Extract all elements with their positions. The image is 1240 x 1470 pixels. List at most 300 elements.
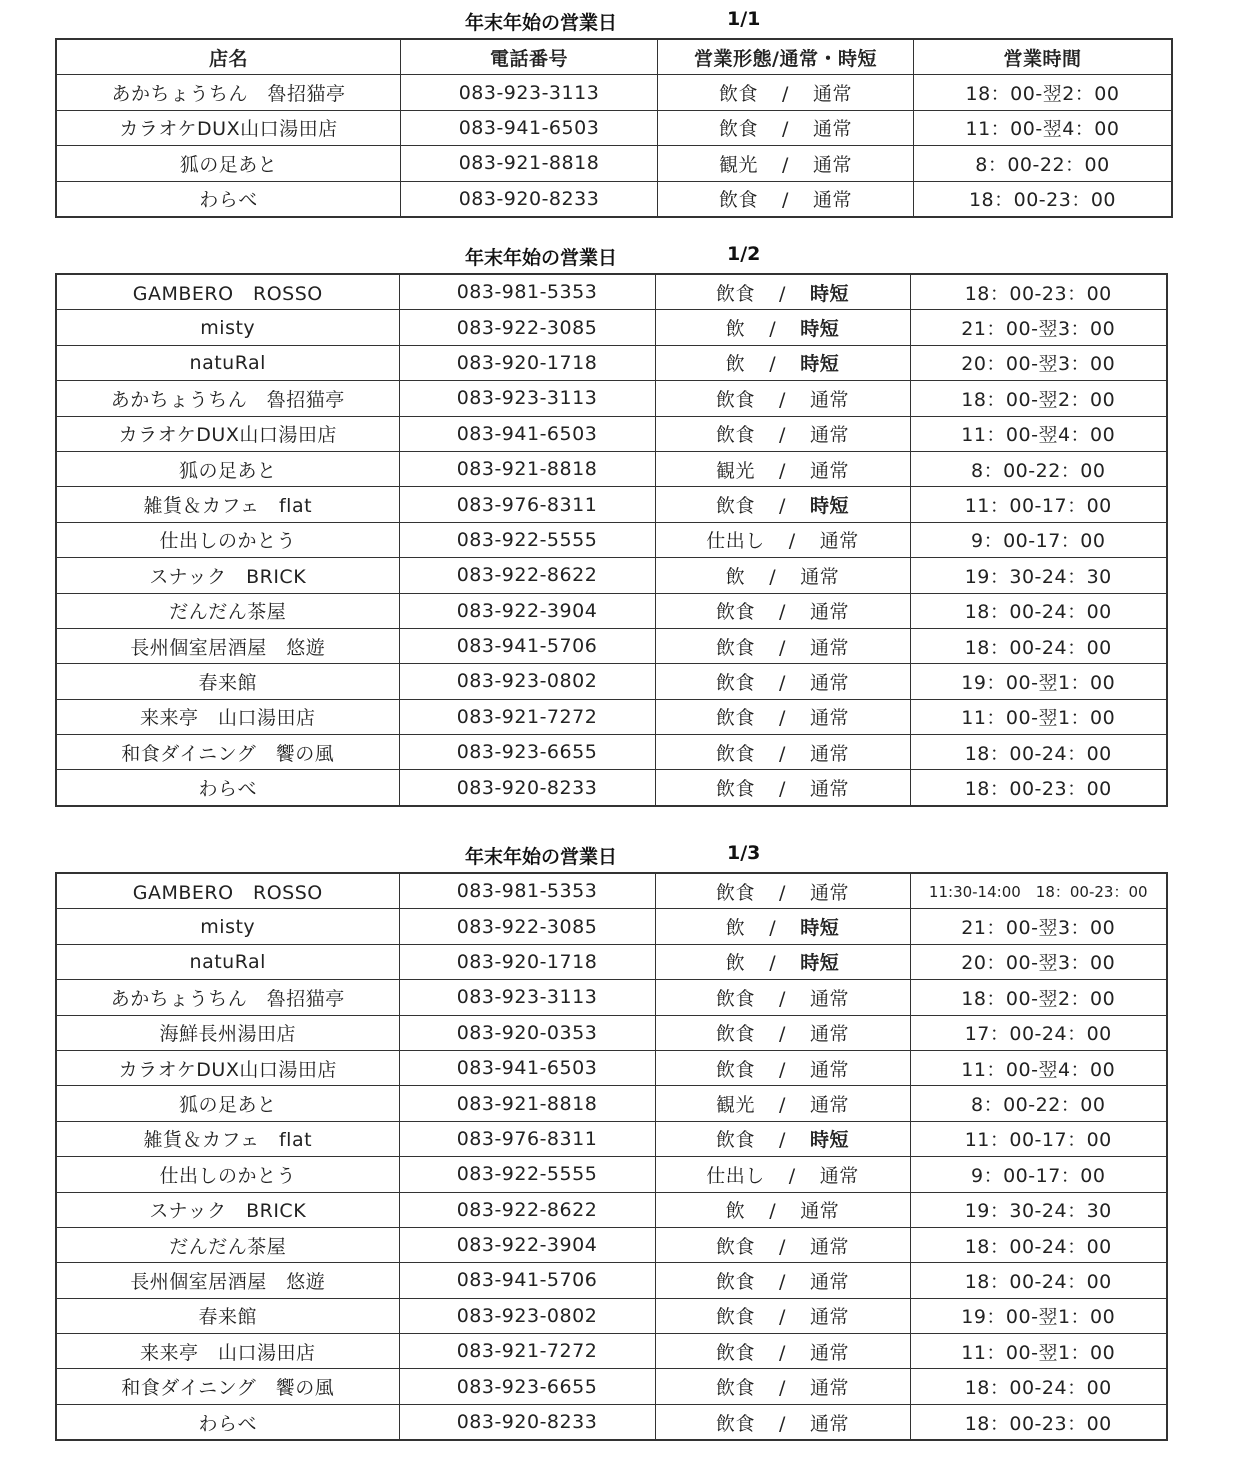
store-name-cell: 海鮮長州湯田店 bbox=[56, 1015, 399, 1050]
business-type-cell bbox=[655, 1050, 910, 1085]
business-type: 飲 bbox=[725, 917, 746, 940]
section-heading bbox=[55, 2, 1168, 38]
store-name-cell: 来来亭 山口湯田店 bbox=[56, 699, 399, 734]
business-type-group bbox=[716, 1302, 849, 1329]
store-name-cell: 和食ダイニング 饗の風 bbox=[56, 735, 399, 770]
business-type-cell bbox=[658, 75, 914, 110]
section-title: 年末年始の営業日 bbox=[465, 846, 618, 868]
business-type-cell bbox=[655, 770, 910, 806]
business-type: 飲食 bbox=[719, 118, 759, 141]
table-row bbox=[56, 1227, 1167, 1262]
store-name-cell: 春来館 bbox=[56, 1298, 399, 1333]
business-type-group bbox=[716, 668, 849, 695]
business-type: 飲食 bbox=[716, 1412, 756, 1435]
store-name-cell: わらべ bbox=[56, 1404, 399, 1440]
hours-cell: 19：00-翌1：00 bbox=[910, 664, 1167, 699]
business-type-group bbox=[716, 385, 849, 412]
phone-cell: 083-921-7272 bbox=[399, 1334, 655, 1369]
hours-cell: 11：00-翌4：00 bbox=[910, 1050, 1167, 1085]
slash-separator: / bbox=[779, 987, 786, 1010]
business-type: 飲食 bbox=[716, 601, 756, 624]
table-row bbox=[56, 310, 1167, 345]
operation-mode: 時短 bbox=[800, 952, 840, 975]
operation-mode: 通常 bbox=[809, 1306, 849, 1329]
operation-mode: 通常 bbox=[819, 530, 859, 553]
store-name-cell: 長州個室居酒屋 悠遊 bbox=[56, 1263, 399, 1298]
business-type-group bbox=[716, 703, 849, 730]
operation-mode: 通常 bbox=[809, 987, 849, 1010]
business-type-group bbox=[719, 114, 852, 141]
business-type: 観光 bbox=[719, 153, 759, 176]
store-name-cell: あかちょうちん 魯招猫亭 bbox=[56, 381, 399, 416]
table-row bbox=[56, 1404, 1167, 1440]
business-type-group bbox=[719, 185, 852, 212]
operation-mode: 通常 bbox=[812, 83, 852, 106]
operation-mode: 通常 bbox=[800, 1200, 840, 1223]
slash-separator: / bbox=[779, 459, 786, 482]
business-type-group bbox=[716, 1373, 849, 1400]
table-body bbox=[56, 274, 1167, 806]
table-row bbox=[56, 451, 1167, 486]
phone-cell: 083-921-7272 bbox=[399, 699, 655, 734]
business-type-group bbox=[716, 279, 849, 306]
hours-cell: 18：00-23：00 bbox=[914, 181, 1173, 217]
business-type-cell bbox=[655, 1015, 910, 1050]
business-type: 飲食 bbox=[716, 742, 756, 765]
operation-mode: 通常 bbox=[809, 1023, 849, 1046]
store-name-cell: 狐の足あと bbox=[56, 451, 399, 486]
header-name: 店名 bbox=[56, 39, 401, 75]
operation-mode: 通常 bbox=[809, 636, 849, 659]
store-name-cell: 狐の足あと bbox=[56, 1086, 399, 1121]
business-type-cell bbox=[658, 181, 914, 217]
slash-separator: / bbox=[782, 118, 789, 141]
table-row bbox=[56, 1157, 1167, 1192]
operation-mode: 通常 bbox=[819, 1164, 859, 1187]
operation-mode: 時短 bbox=[809, 282, 849, 305]
section-heading bbox=[55, 836, 1168, 872]
table-header-row bbox=[56, 39, 1172, 75]
slash-separator: / bbox=[782, 83, 789, 106]
store-name-cell: 仕出しのかとう bbox=[56, 1157, 399, 1192]
operation-mode: 通常 bbox=[809, 1058, 849, 1081]
hours-cell: 18：00-翌2：00 bbox=[910, 980, 1167, 1015]
phone-cell: 083-923-3113 bbox=[401, 75, 658, 110]
hours-cell: 8：00-22：00 bbox=[910, 1086, 1167, 1121]
phone-cell: 083-920-8233 bbox=[401, 181, 658, 217]
hours-cell: 11：00-翌4：00 bbox=[914, 110, 1173, 145]
hours-cell: 18：00-24：00 bbox=[910, 1263, 1167, 1298]
hours-cell: 18：00-24：00 bbox=[910, 593, 1167, 628]
business-type-cell bbox=[655, 980, 910, 1015]
phone-cell: 083-922-8622 bbox=[399, 558, 655, 593]
slash-separator: / bbox=[779, 282, 786, 305]
store-name-cell: 雑貨＆カフェ flat bbox=[56, 1121, 399, 1156]
business-type-cell bbox=[655, 1121, 910, 1156]
phone-cell: 083-976-8311 bbox=[399, 487, 655, 522]
table-row bbox=[56, 1263, 1167, 1298]
operation-mode: 時短 bbox=[809, 1129, 849, 1152]
table-row bbox=[56, 944, 1167, 979]
section-jan-2 bbox=[55, 237, 1168, 807]
store-name-cell: あかちょうちん 魯招猫亭 bbox=[56, 75, 401, 110]
operation-mode: 通常 bbox=[809, 671, 849, 694]
slash-separator: / bbox=[779, 1094, 786, 1117]
business-type-cell bbox=[655, 345, 910, 380]
business-type: 飲食 bbox=[716, 636, 756, 659]
business-type-group bbox=[716, 597, 849, 624]
phone-cell: 083-920-1718 bbox=[399, 944, 655, 979]
business-type-cell bbox=[655, 628, 910, 663]
business-type-group bbox=[706, 1161, 858, 1188]
business-type-group bbox=[719, 150, 852, 177]
phone-cell: 083-941-5706 bbox=[399, 1263, 655, 1298]
slash-separator: / bbox=[769, 318, 777, 341]
store-name-cell: 仕出しのかとう bbox=[56, 522, 399, 557]
slash-separator: / bbox=[779, 601, 786, 624]
operation-mode: 通常 bbox=[809, 742, 849, 765]
business-type-group bbox=[716, 1019, 849, 1046]
business-type-cell bbox=[655, 1157, 910, 1192]
hours-cell: 21：00-翌3：00 bbox=[910, 909, 1167, 944]
phone-cell: 083-941-5706 bbox=[399, 628, 655, 663]
hours-cell: 18：00-24：00 bbox=[910, 1227, 1167, 1262]
business-type: 飲食 bbox=[716, 1129, 756, 1152]
business-type-cell bbox=[655, 1334, 910, 1369]
slash-separator: / bbox=[779, 1377, 786, 1400]
table-row bbox=[56, 873, 1167, 909]
schedule-table bbox=[55, 38, 1173, 218]
business-type: 飲食 bbox=[716, 495, 756, 518]
slash-separator: / bbox=[779, 388, 786, 411]
phone-cell: 083-922-3904 bbox=[399, 593, 655, 628]
phone-cell: 083-981-5353 bbox=[399, 274, 655, 310]
phone-cell: 083-921-8818 bbox=[401, 146, 658, 181]
business-type-cell bbox=[655, 1263, 910, 1298]
hours-cell: 19：30-24：30 bbox=[910, 558, 1167, 593]
operation-mode: 通常 bbox=[809, 601, 849, 624]
hours-cell: 20：00-翌3：00 bbox=[910, 345, 1167, 380]
hours-cell: 18：00-24：00 bbox=[910, 628, 1167, 663]
store-name-cell: だんだん茶屋 bbox=[56, 1227, 399, 1262]
table-row bbox=[56, 345, 1167, 380]
business-type: 飲食 bbox=[716, 881, 756, 904]
table-row bbox=[56, 1050, 1167, 1085]
operation-mode: 通常 bbox=[800, 565, 840, 588]
slash-separator: / bbox=[769, 565, 777, 588]
section-title: 年末年始の営業日 bbox=[465, 12, 618, 34]
phone-cell: 083-923-6655 bbox=[399, 735, 655, 770]
store-name-cell: スナック BRICK bbox=[56, 1192, 399, 1227]
phone-cell: 083-921-8818 bbox=[399, 451, 655, 486]
section-title: 年末年始の営業日 bbox=[465, 247, 618, 269]
phone-cell: 083-923-3113 bbox=[399, 980, 655, 1015]
operation-mode: 通常 bbox=[812, 189, 852, 212]
store-name-cell: カラオケDUX山口湯田店 bbox=[56, 416, 399, 451]
operation-mode: 時短 bbox=[809, 495, 849, 518]
business-type-group bbox=[706, 526, 858, 553]
business-type-group bbox=[716, 633, 849, 660]
business-type-group bbox=[716, 1267, 849, 1294]
table-row bbox=[56, 75, 1172, 110]
table-row bbox=[56, 1086, 1167, 1121]
table-row bbox=[56, 381, 1167, 416]
hours-cell: 19：00-翌1：00 bbox=[910, 1298, 1167, 1333]
slash-separator: / bbox=[779, 671, 786, 694]
table-row bbox=[56, 274, 1167, 310]
table-row bbox=[56, 181, 1172, 217]
business-type-cell bbox=[658, 146, 914, 181]
business-type-group bbox=[716, 1090, 849, 1117]
hours-cell: 8：00-22：00 bbox=[914, 146, 1173, 181]
table-row bbox=[56, 416, 1167, 451]
hours-cell: 18：00-23：00 bbox=[910, 274, 1167, 310]
business-type: 飲食 bbox=[716, 1341, 756, 1364]
business-type-group bbox=[726, 1196, 839, 1223]
business-type: 飲食 bbox=[716, 707, 756, 730]
business-type: 飲食 bbox=[716, 778, 756, 801]
operation-mode: 通常 bbox=[809, 388, 849, 411]
schedule-table bbox=[55, 273, 1168, 807]
hours-cell: 18：00-24：00 bbox=[910, 735, 1167, 770]
business-type: 観光 bbox=[716, 459, 756, 482]
store-name-cell: だんだん茶屋 bbox=[56, 593, 399, 628]
business-type-group bbox=[716, 1055, 849, 1082]
section-date: 1/1 bbox=[727, 8, 761, 30]
business-type-cell bbox=[655, 1086, 910, 1121]
table-row bbox=[56, 980, 1167, 1015]
store-name-cell: 長州個室居酒屋 悠遊 bbox=[56, 628, 399, 663]
hours-cell: 20：00-翌3：00 bbox=[910, 944, 1167, 979]
store-name-cell: natuRal bbox=[56, 944, 399, 979]
table-row bbox=[56, 1334, 1167, 1369]
slash-separator: / bbox=[779, 742, 786, 765]
slash-separator: / bbox=[769, 917, 777, 940]
business-type-group bbox=[716, 774, 849, 801]
business-type-cell bbox=[655, 873, 910, 909]
business-type: 仕出し bbox=[706, 530, 765, 553]
slash-separator: / bbox=[779, 707, 786, 730]
business-type-cell bbox=[658, 110, 914, 145]
business-type-group bbox=[726, 948, 839, 975]
store-name-cell: 狐の足あと bbox=[56, 146, 401, 181]
business-type-group bbox=[716, 1232, 849, 1259]
business-type-cell bbox=[655, 1298, 910, 1333]
business-type: 飲 bbox=[725, 318, 746, 341]
slash-separator: / bbox=[779, 1341, 786, 1364]
table-row bbox=[56, 110, 1172, 145]
operation-mode: 通常 bbox=[812, 118, 852, 141]
table-row bbox=[56, 909, 1167, 944]
business-type: 飲食 bbox=[716, 388, 756, 411]
operation-mode: 通常 bbox=[809, 424, 849, 447]
phone-cell: 083-922-5555 bbox=[399, 1157, 655, 1192]
business-type: 飲食 bbox=[716, 987, 756, 1010]
business-type-group bbox=[716, 456, 849, 483]
phone-cell: 083-923-0802 bbox=[399, 664, 655, 699]
business-type-cell bbox=[655, 1369, 910, 1404]
business-type: 観光 bbox=[716, 1094, 756, 1117]
header-hours: 営業時間 bbox=[914, 39, 1173, 75]
table-row bbox=[56, 628, 1167, 663]
slash-separator: / bbox=[779, 1412, 786, 1435]
business-type-cell bbox=[655, 699, 910, 734]
business-type-cell bbox=[655, 1192, 910, 1227]
business-type-group bbox=[716, 491, 849, 518]
store-name-cell: 和食ダイニング 饗の風 bbox=[56, 1369, 399, 1404]
slash-separator: / bbox=[788, 530, 796, 553]
business-type: 飲食 bbox=[716, 1058, 756, 1081]
operation-mode: 通常 bbox=[809, 1412, 849, 1435]
business-type-cell bbox=[655, 381, 910, 416]
hours-cell: 18：00-翌2：00 bbox=[914, 75, 1173, 110]
store-name-cell: 春来館 bbox=[56, 664, 399, 699]
store-name-cell: 雑貨＆カフェ flat bbox=[56, 487, 399, 522]
hours-cell: 18：00-24：00 bbox=[910, 1369, 1167, 1404]
slash-separator: / bbox=[779, 1058, 786, 1081]
section-date: 1/2 bbox=[727, 243, 761, 265]
business-type-cell bbox=[655, 944, 910, 979]
phone-cell: 083-920-1718 bbox=[399, 345, 655, 380]
phone-cell: 083-920-0353 bbox=[399, 1015, 655, 1050]
store-name-cell: わらべ bbox=[56, 770, 399, 806]
table-row bbox=[56, 699, 1167, 734]
hours-cell: 18：00-23：00 bbox=[910, 1404, 1167, 1440]
business-type-cell bbox=[655, 664, 910, 699]
store-name-cell: natuRal bbox=[56, 345, 399, 380]
phone-cell: 083-920-8233 bbox=[399, 770, 655, 806]
business-type: 飲 bbox=[725, 565, 746, 588]
store-name-cell: GAMBERO ROSSO bbox=[56, 274, 399, 310]
operation-mode: 通常 bbox=[809, 778, 849, 801]
business-type: 飲食 bbox=[716, 1306, 756, 1329]
business-type-group bbox=[719, 79, 852, 106]
business-type-group bbox=[716, 739, 849, 766]
business-type: 飲食 bbox=[716, 1377, 756, 1400]
phone-cell: 083-923-3113 bbox=[399, 381, 655, 416]
slash-separator: / bbox=[779, 1235, 786, 1258]
schedule-table bbox=[55, 872, 1168, 1441]
business-type-group bbox=[716, 420, 849, 447]
slash-separator: / bbox=[779, 424, 786, 447]
business-type-cell bbox=[655, 1227, 910, 1262]
slash-separator: / bbox=[779, 1023, 786, 1046]
store-name-cell: 来来亭 山口湯田店 bbox=[56, 1334, 399, 1369]
business-type-group bbox=[716, 878, 849, 905]
operation-mode: 時短 bbox=[800, 318, 840, 341]
business-type: 飲食 bbox=[719, 83, 759, 106]
section-jan-1 bbox=[55, 2, 1168, 218]
store-name-cell: わらべ bbox=[56, 181, 401, 217]
table-row bbox=[56, 1015, 1167, 1050]
phone-cell: 083-922-3904 bbox=[399, 1227, 655, 1262]
operation-mode: 時短 bbox=[800, 353, 840, 376]
slash-separator: / bbox=[782, 189, 789, 212]
business-type-group bbox=[726, 349, 839, 376]
hours-cell: 11：00-翌1：00 bbox=[910, 1334, 1167, 1369]
store-name-cell: あかちょうちん 魯招猫亭 bbox=[56, 980, 399, 1015]
slash-separator: / bbox=[779, 1306, 786, 1329]
header-phone: 電話番号 bbox=[401, 39, 658, 75]
table-row bbox=[56, 1369, 1167, 1404]
slash-separator: / bbox=[779, 495, 786, 518]
hours-cell: 11:30-14:00 18：00-23：00 bbox=[910, 873, 1167, 909]
business-type: 飲食 bbox=[716, 1270, 756, 1293]
business-type-cell bbox=[655, 735, 910, 770]
store-name-cell: カラオケDUX山口湯田店 bbox=[56, 1050, 399, 1085]
phone-cell: 083-981-5353 bbox=[399, 873, 655, 909]
business-type-group bbox=[716, 1125, 849, 1152]
slash-separator: / bbox=[779, 1270, 786, 1293]
business-type: 仕出し bbox=[706, 1164, 765, 1187]
store-name-cell: カラオケDUX山口湯田店 bbox=[56, 110, 401, 145]
business-type-cell bbox=[655, 274, 910, 310]
section-heading bbox=[55, 237, 1168, 273]
business-type-group bbox=[716, 984, 849, 1011]
business-type-cell bbox=[655, 558, 910, 593]
phone-cell: 083-922-3085 bbox=[399, 909, 655, 944]
header-type: 営業形態/通常・時短 bbox=[658, 39, 914, 75]
business-type: 飲 bbox=[725, 353, 746, 376]
slash-separator: / bbox=[769, 952, 777, 975]
business-type-group bbox=[726, 913, 839, 940]
phone-cell: 083-923-0802 bbox=[399, 1298, 655, 1333]
hours-cell: 11：00-翌4：00 bbox=[910, 416, 1167, 451]
phone-cell: 083-941-6503 bbox=[399, 1050, 655, 1085]
business-type-cell bbox=[655, 909, 910, 944]
business-type-cell bbox=[655, 487, 910, 522]
business-type: 飲食 bbox=[716, 1235, 756, 1258]
slash-separator: / bbox=[769, 1200, 777, 1223]
business-type: 飲食 bbox=[716, 671, 756, 694]
hours-cell: 9：00-17：00 bbox=[910, 522, 1167, 557]
hours-cell: 19：30-24：30 bbox=[910, 1192, 1167, 1227]
business-type-cell bbox=[655, 522, 910, 557]
operation-mode: 通常 bbox=[809, 1094, 849, 1117]
store-name-cell: スナック BRICK bbox=[56, 558, 399, 593]
hours-cell: 17：00-24：00 bbox=[910, 1015, 1167, 1050]
phone-cell: 083-941-6503 bbox=[401, 110, 658, 145]
phone-cell: 083-922-5555 bbox=[399, 522, 655, 557]
hours-cell: 18：00-翌2：00 bbox=[910, 381, 1167, 416]
phone-cell: 083-922-8622 bbox=[399, 1192, 655, 1227]
hours-cell: 8：00-22：00 bbox=[910, 451, 1167, 486]
operation-mode: 通常 bbox=[809, 881, 849, 904]
slash-separator: / bbox=[769, 353, 777, 376]
business-type: 飲食 bbox=[716, 1023, 756, 1046]
table-row bbox=[56, 1121, 1167, 1156]
slash-separator: / bbox=[779, 636, 786, 659]
store-name-cell: GAMBERO ROSSO bbox=[56, 873, 399, 909]
business-type: 飲 bbox=[725, 1200, 746, 1223]
table-body bbox=[56, 75, 1172, 217]
business-type-group bbox=[716, 1409, 849, 1436]
business-type-cell bbox=[655, 593, 910, 628]
phone-cell: 083-976-8311 bbox=[399, 1121, 655, 1156]
phone-cell: 083-923-6655 bbox=[399, 1369, 655, 1404]
hours-cell: 11：00-17：00 bbox=[910, 487, 1167, 522]
hours-cell: 18：00-23：00 bbox=[910, 770, 1167, 806]
phone-cell: 083-921-8818 bbox=[399, 1086, 655, 1121]
operation-mode: 通常 bbox=[809, 1341, 849, 1364]
business-type-group bbox=[716, 1338, 849, 1365]
table-row bbox=[56, 487, 1167, 522]
business-type-cell bbox=[655, 451, 910, 486]
hours-cell: 21：00-翌3：00 bbox=[910, 310, 1167, 345]
section-jan-3 bbox=[55, 836, 1168, 1441]
slash-separator: / bbox=[782, 153, 789, 176]
slash-separator: / bbox=[779, 1129, 786, 1152]
